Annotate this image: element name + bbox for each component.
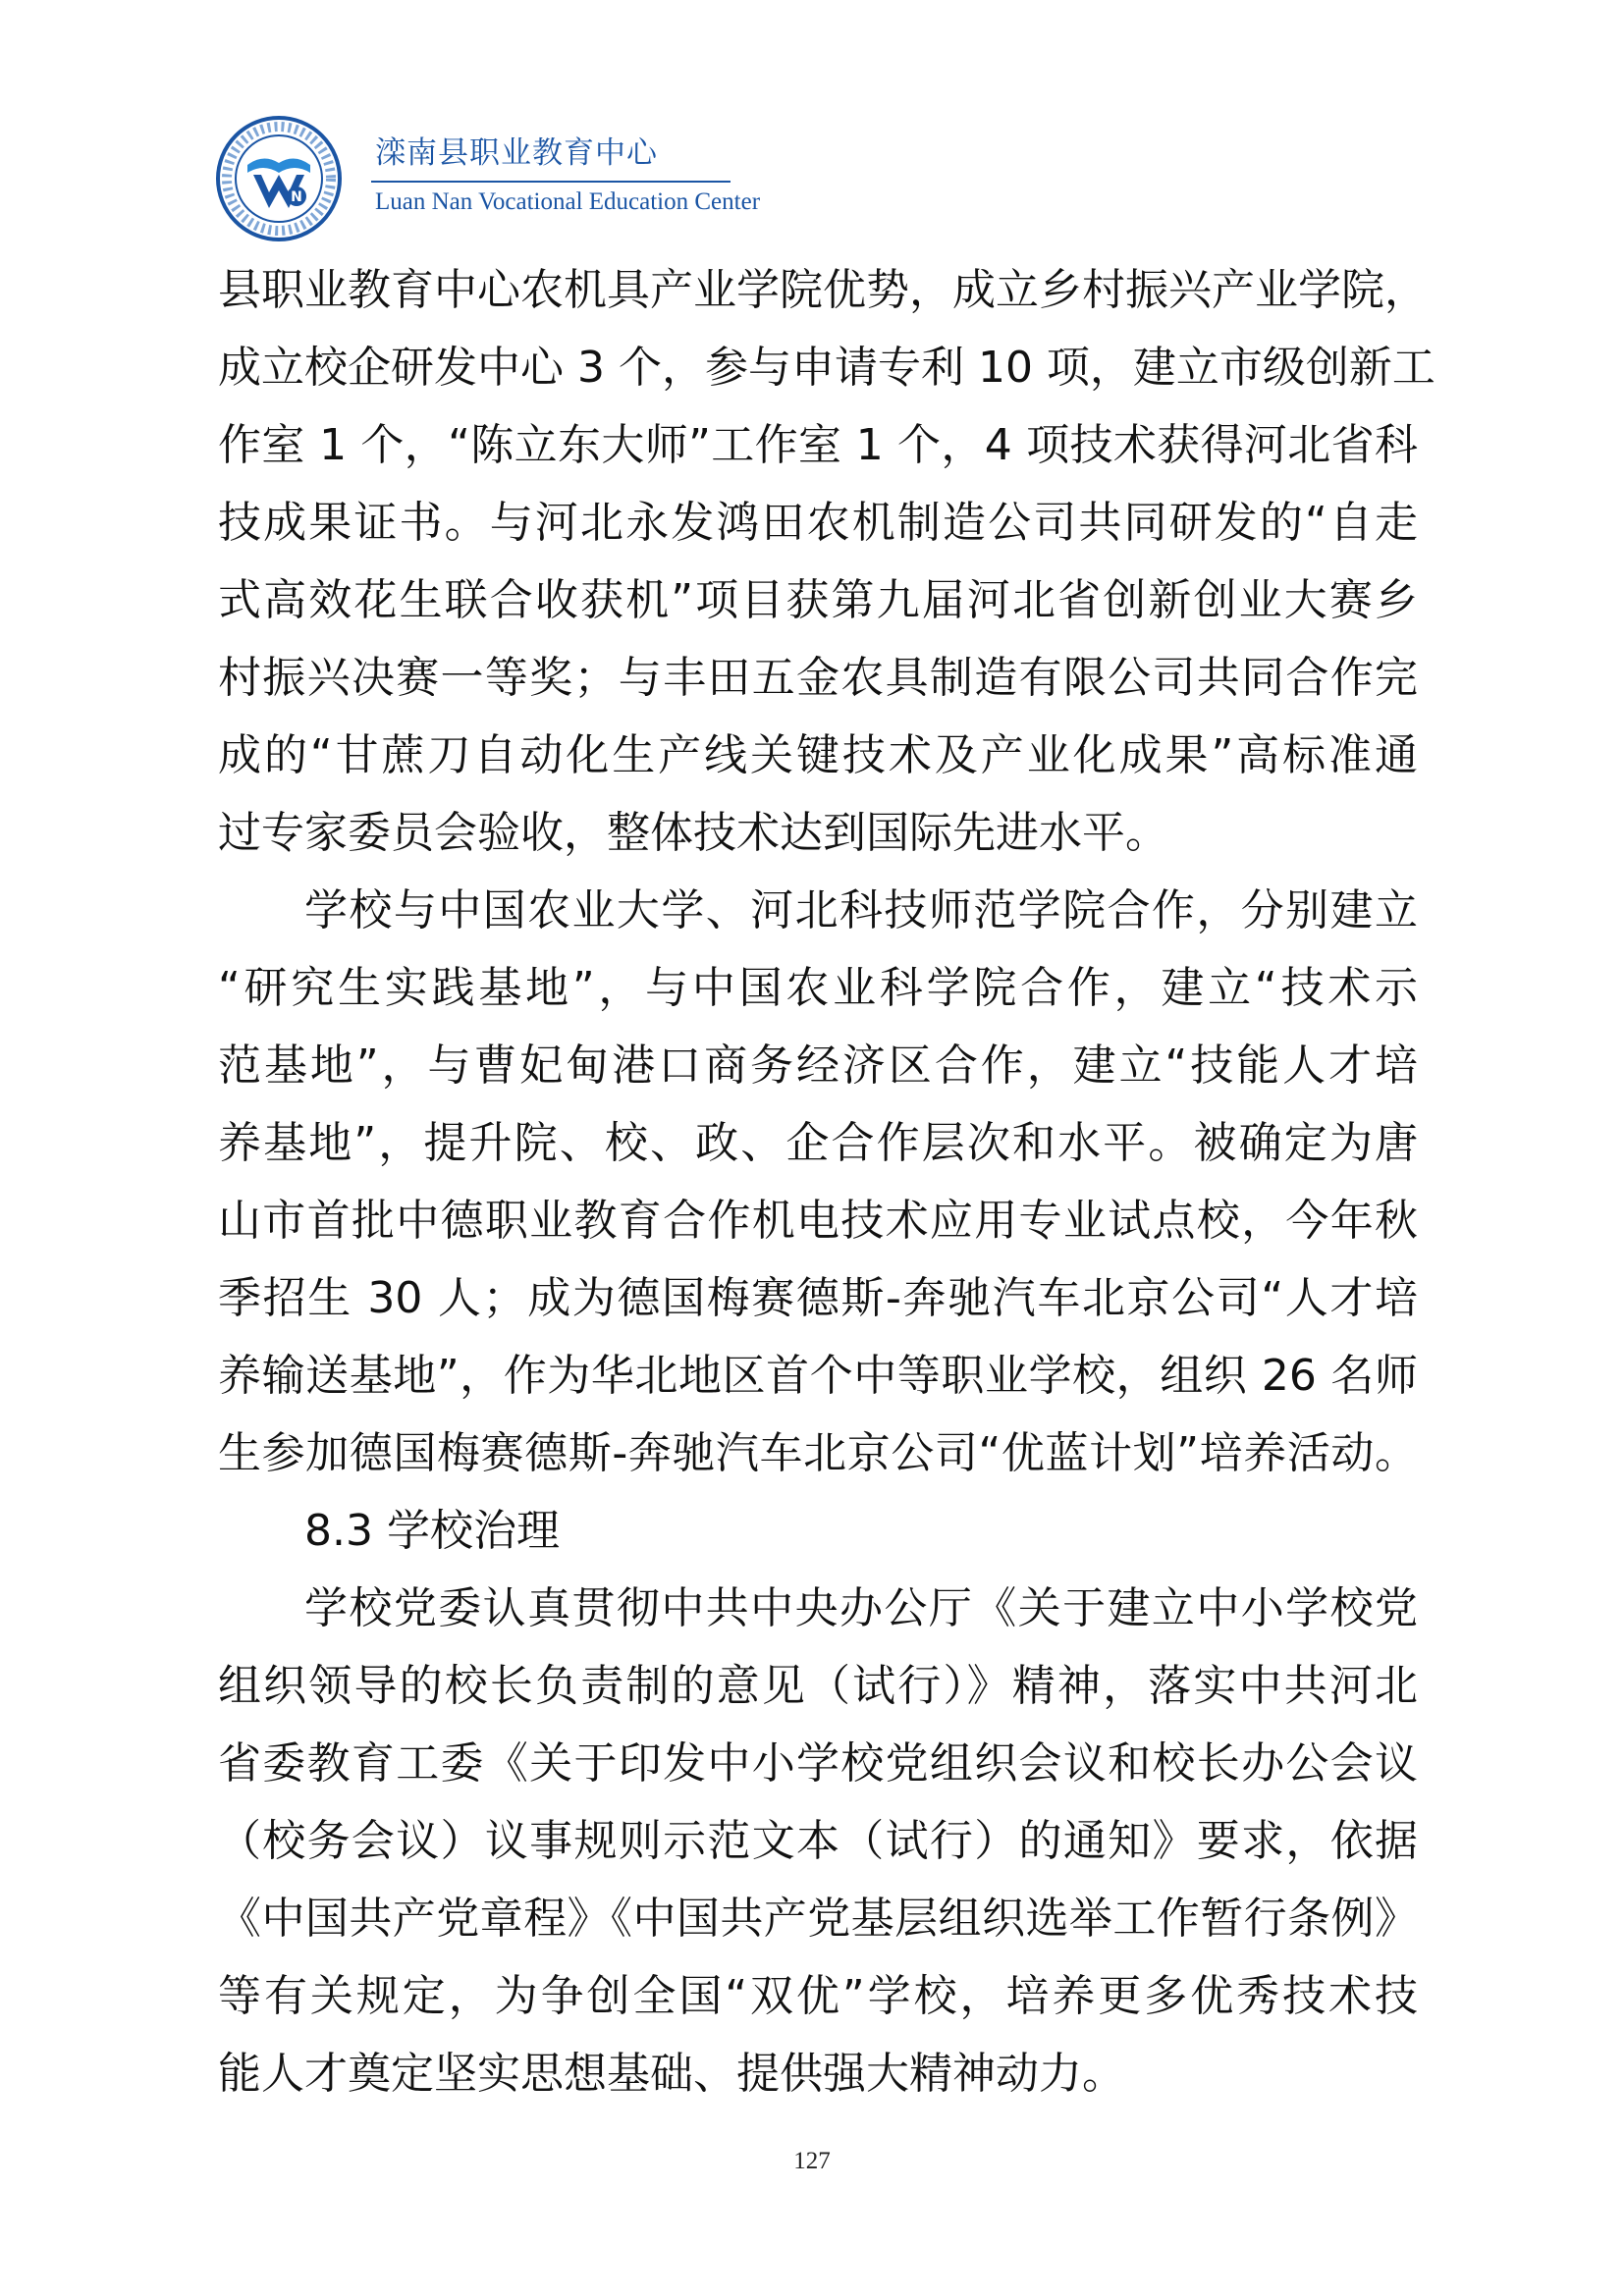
text-line: 生参加德国梅赛德斯-奔驰汽车北京公司“优蓝计划”培养活动。	[218, 1428, 1418, 1478]
school-name-en: Luan Nan Vocational Education Center	[375, 188, 761, 215]
document-body	[218, 251, 1435, 2112]
luannan-vocational-logo	[214, 114, 344, 243]
section-heading: 8.3 学校治理	[304, 1506, 560, 1556]
text-line: 过专家委员会验收，整体技术达到国际先进水平。	[218, 808, 1168, 858]
text-line: 范基地”，与曹妃甸港口商务经济区合作，建立“技能人才培	[218, 1041, 1418, 1091]
page-number: 127	[793, 2148, 831, 2174]
text-line: 学校与中国农业大学、河北科技师范学院合作，分别建立	[304, 885, 1418, 935]
text-line: “研究生实践基地”，与中国农业科学院合作，建立“技术示	[218, 963, 1418, 1013]
school-name-cn: 滦南县职业教育中心	[375, 135, 658, 171]
text-line: 能人才奠定坚实思想基础、提供强大精神动力。	[218, 2049, 1125, 2099]
text-line: 作室 1 个，“陈立东大师”工作室 1 个，4 项技术获得河北省科	[218, 420, 1418, 470]
text-line: 省委教育工委《关于印发中小学校党组织会议和校长办公会议	[218, 1738, 1418, 1789]
text-line: 养基地”，提升院、校、政、企合作层次和水平。被确定为唐	[218, 1118, 1418, 1168]
text-line: 组织领导的校长负责制的意见（试行）》精神，落实中共河北	[218, 1661, 1418, 1711]
text-line: （校务会议）议事规则示范文本（试行）的通知》要求，依据	[218, 1816, 1418, 1866]
header-divider	[371, 181, 731, 183]
text-line: 学校党委认真贯彻中共中央办公厅《关于建立中小学校党	[304, 1583, 1418, 1633]
text-line: 等有关规定，为争创全国“双优”学校，培养更多优秀技术技	[218, 1971, 1418, 2021]
text-line: 成立校企研发中心 3 个，参与申请专利 10 项，建立市级创新工	[218, 343, 1435, 393]
text-line: 《中国共产党章程》《中国共产党基层组织选举工作暂行条例》	[218, 1894, 1418, 1944]
text-line: 式高效花生联合收获机”项目获第九届河北省创新创业大赛乡	[218, 575, 1418, 625]
text-line: 季招生 30 人；成为德国梅赛德斯-奔驰汽车北京公司“人才培	[218, 1273, 1418, 1323]
text-line: 养输送基地”，作为华北地区首个中等职业学校，组织 26 名师	[218, 1351, 1418, 1401]
text-line: 县职业教育中心农机具产业学院优势，成立乡村振兴产业学院，	[218, 265, 1428, 315]
text-line: 技成果证书。与河北永发鸿田农机制造公司共同研发的“自走	[218, 498, 1418, 548]
text-line: 村振兴决赛一等奖；与丰田五金农具制造有限公司共同合作完	[218, 653, 1418, 703]
text-line: 成的“甘蔗刀自动化生产线关键技术及产业化成果”高标准通	[218, 730, 1418, 780]
page-header	[214, 114, 761, 232]
text-line: 山市首批中德职业教育合作机电技术应用专业试点校，今年秋	[218, 1196, 1418, 1246]
svg-text:N: N	[291, 189, 302, 205]
